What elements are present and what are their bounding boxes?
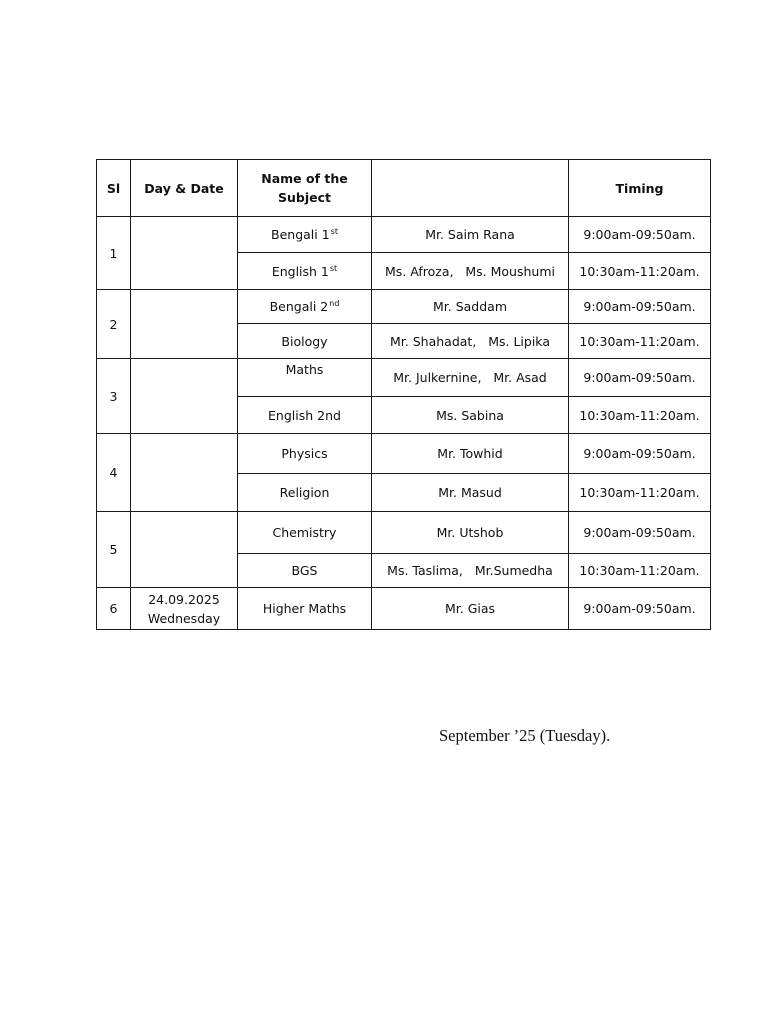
subject-ordinal-suffix: st xyxy=(330,227,338,236)
teacher-cell: Mr. Shahadat, Ms. Lipika xyxy=(372,324,569,359)
subject-cell xyxy=(238,290,372,324)
timing-cell: 10:30am-11:20am. xyxy=(569,253,711,290)
exam-schedule-table xyxy=(96,159,711,630)
header-subject: Name of the Subject xyxy=(238,160,372,217)
teacher-cell: Mr. Utshob xyxy=(372,512,569,554)
day-date-cell xyxy=(131,359,238,434)
subject-cell xyxy=(238,359,372,397)
footer-note: September ’25 (Tuesday). xyxy=(439,726,611,745)
timing-cell: 9:00am-09:50am. xyxy=(569,359,711,397)
subject-cell xyxy=(238,474,372,512)
header-timing: Timing xyxy=(569,160,711,217)
teacher-cell: Mr. Gias xyxy=(372,588,569,630)
timing-cell: 10:30am-11:20am. xyxy=(569,474,711,512)
timing-cell: 9:00am-09:50am. xyxy=(569,434,711,474)
subject-name: Chemistry xyxy=(272,525,337,540)
subject-cell xyxy=(238,512,372,554)
subject-cell xyxy=(238,324,372,359)
sl-cell: 2 xyxy=(97,290,131,359)
sl-cell: 5 xyxy=(97,512,131,588)
day-date-cell xyxy=(131,512,238,588)
table-row xyxy=(97,434,711,474)
teacher-cell: Mr. Julkernine, Mr. Asad xyxy=(372,359,569,397)
teacher-cell: Mr. Saim Rana xyxy=(372,217,569,253)
subject-ordinal-suffix: nd xyxy=(329,299,340,308)
subject-name: BGS xyxy=(291,563,318,578)
header-day-date: Day & Date xyxy=(131,160,238,217)
sl-cell: 3 xyxy=(97,359,131,434)
teacher-cell: Ms. Taslima, Mr.Sumedha xyxy=(372,554,569,588)
header-sl: Sl xyxy=(97,160,131,217)
timing-cell: 9:00am-09:50am. xyxy=(569,290,711,324)
subject-name: Physics xyxy=(281,446,328,461)
table-row xyxy=(97,359,711,397)
schedule-body xyxy=(97,217,711,630)
timing-cell: 10:30am-11:20am. xyxy=(569,554,711,588)
subject-cell xyxy=(238,253,372,290)
day-text: Wednesday xyxy=(147,610,221,626)
subject-name: English 1 xyxy=(271,263,329,279)
subject-name: Biology xyxy=(281,333,328,349)
day-date-cell xyxy=(131,588,238,630)
subject-ordinal-suffix: st xyxy=(329,263,338,273)
timing-cell: 10:30am-11:20am. xyxy=(569,397,711,434)
header-row xyxy=(97,160,711,217)
day-date-cell xyxy=(131,217,238,290)
date-text: 24.09.2025 xyxy=(148,591,220,607)
table-row xyxy=(97,512,711,554)
day-date-cell xyxy=(131,434,238,512)
teacher-cell: Mr. Towhid xyxy=(372,434,569,474)
subject-name: Maths xyxy=(285,362,324,377)
subject-cell xyxy=(238,217,372,253)
teacher-cell: Ms. Afroza, Ms. Moushumi xyxy=(372,253,569,290)
table-row xyxy=(97,290,711,324)
subject-cell xyxy=(238,397,372,434)
subject-name: English 2nd xyxy=(268,407,341,423)
header-teacher xyxy=(372,160,569,217)
subject-cell xyxy=(238,434,372,474)
day-date-cell xyxy=(131,290,238,359)
subject-name: Bengali 1 xyxy=(271,227,330,242)
sl-cell: 6 xyxy=(97,588,131,630)
timing-cell: 10:30am-11:20am. xyxy=(569,324,711,359)
subject-cell xyxy=(238,554,372,588)
sl-cell: 1 xyxy=(97,217,131,290)
subject-name: Bengali 2 xyxy=(269,299,329,314)
timing-cell: 9:00am-09:50am. xyxy=(569,588,711,630)
subject-name: Religion xyxy=(279,485,330,500)
teacher-cell: Mr. Saddam xyxy=(372,290,569,324)
subject-name: Higher Maths xyxy=(262,601,347,616)
table-row xyxy=(97,217,711,253)
teacher-cell: Mr. Masud xyxy=(372,474,569,512)
timing-cell: 9:00am-09:50am. xyxy=(569,512,711,554)
table-row xyxy=(97,588,711,630)
subject-cell xyxy=(238,588,372,630)
sl-cell: 4 xyxy=(97,434,131,512)
teacher-cell: Ms. Sabina xyxy=(372,397,569,434)
timing-cell: 9:00am-09:50am. xyxy=(569,217,711,253)
